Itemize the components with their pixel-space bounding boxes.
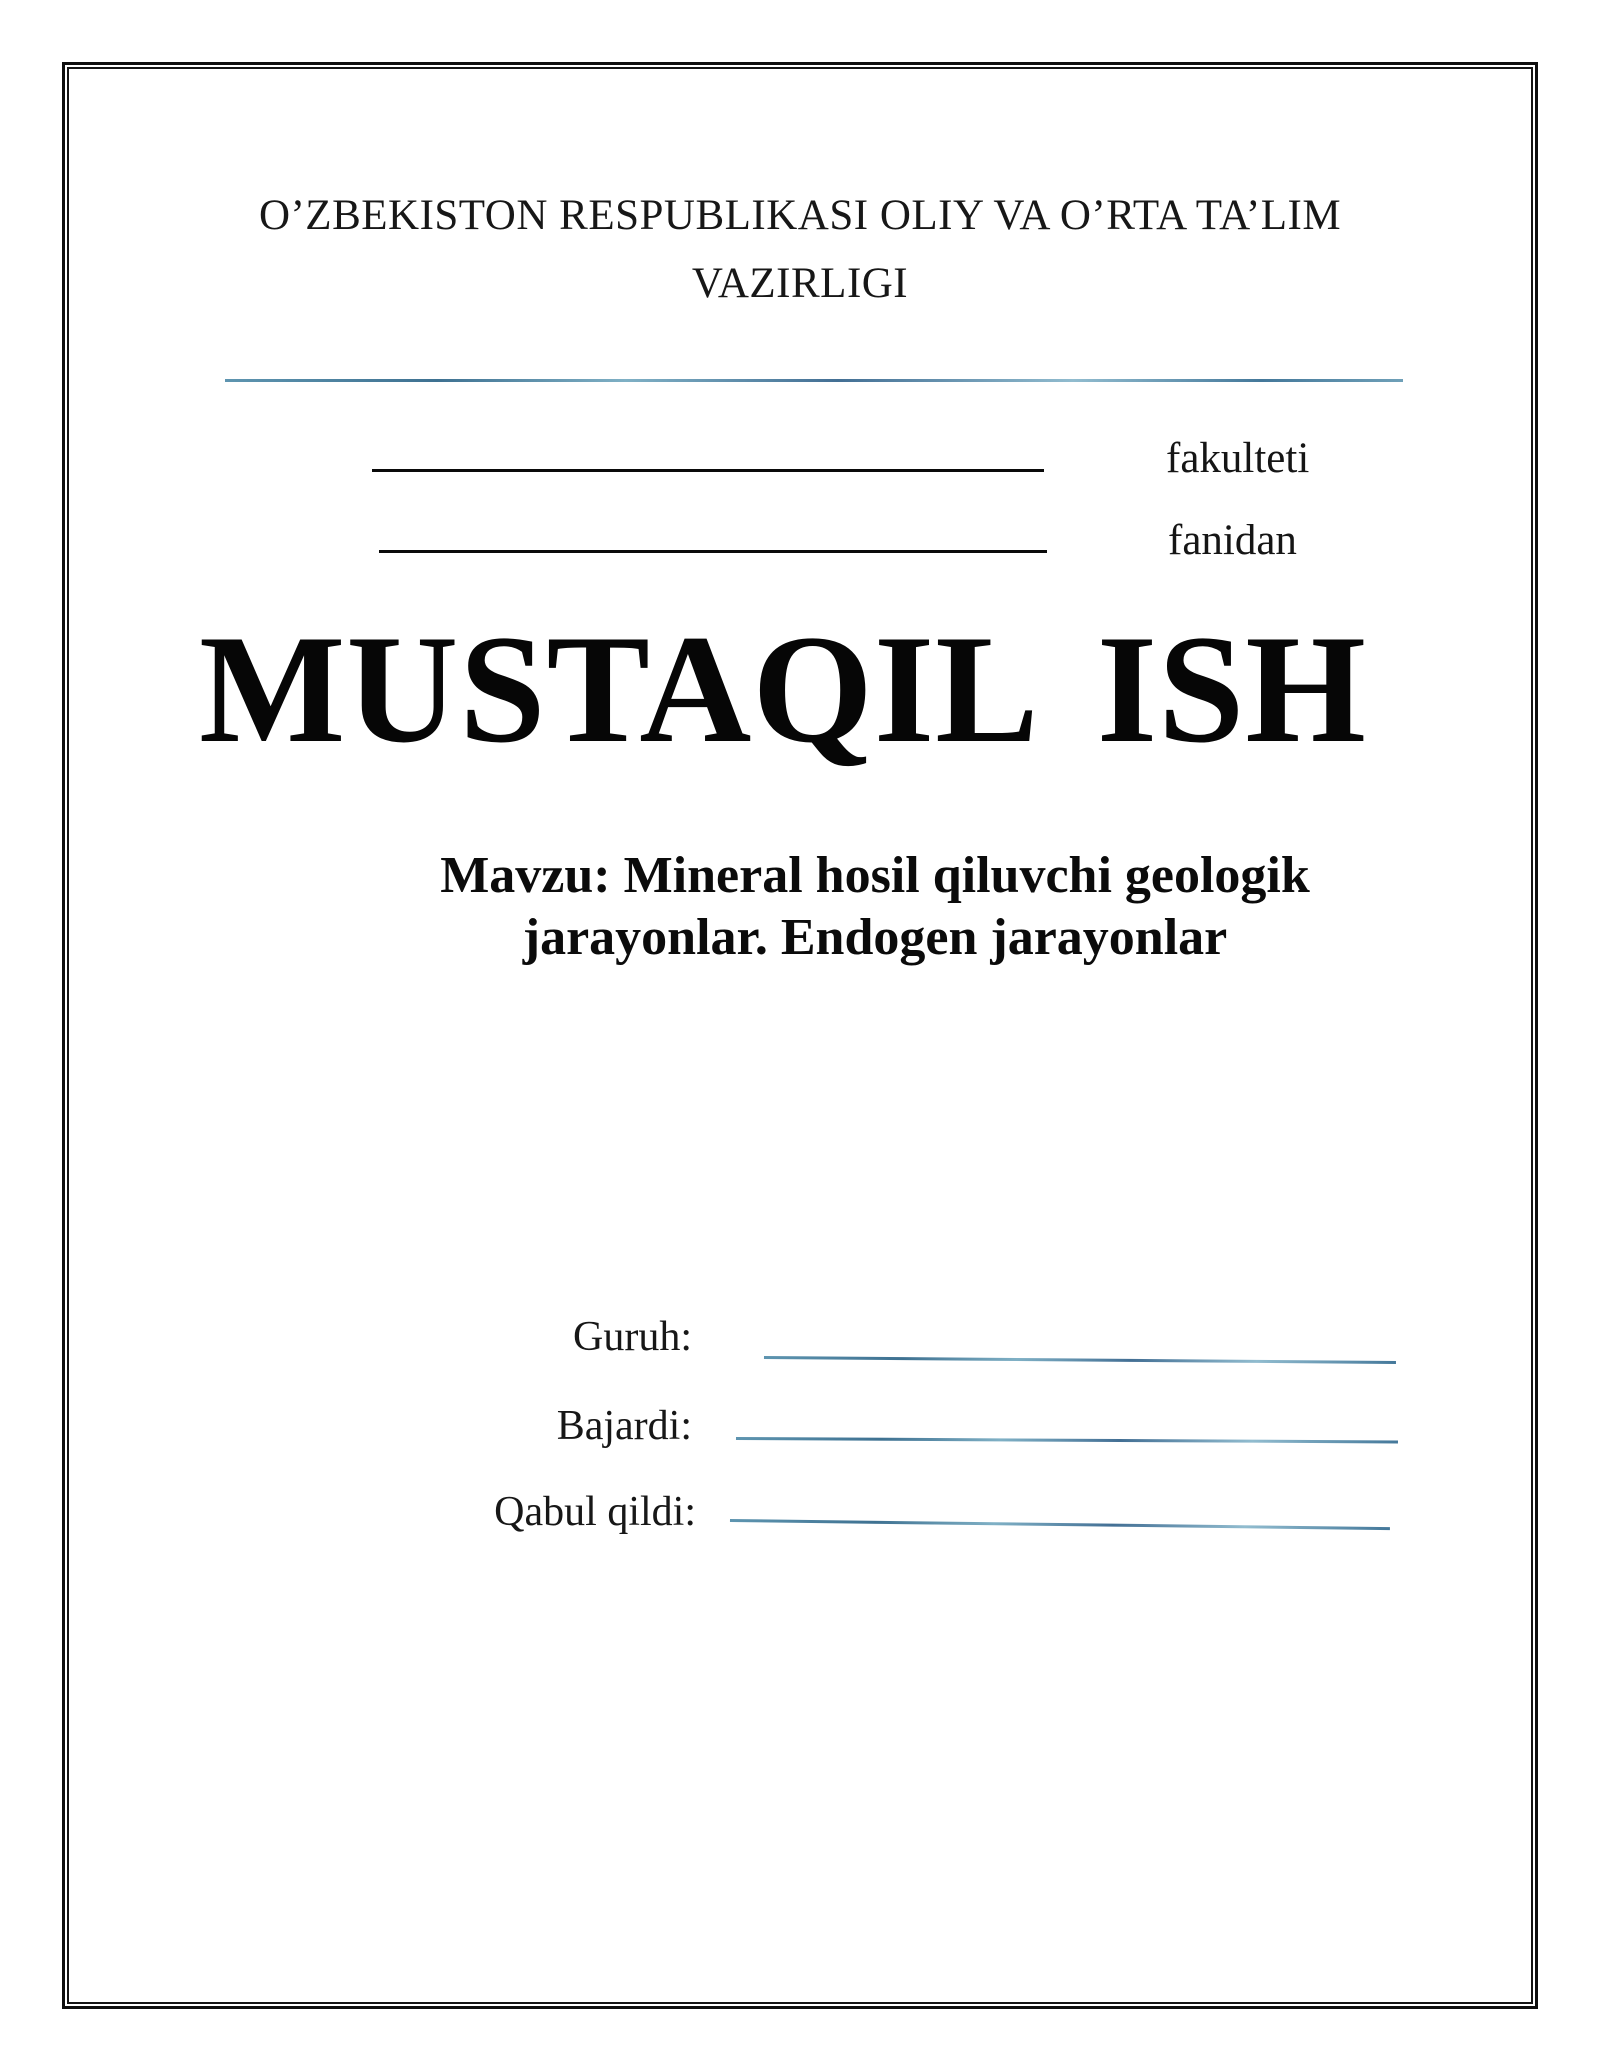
guruh-label: Guruh: [573, 1314, 692, 1360]
decorative-blue-rule [225, 379, 1403, 382]
fanidan-label: fanidan [1168, 517, 1297, 564]
subject-blank-line [379, 550, 1047, 553]
ministry-header-title: O’ZBEKISTON RESPUBLIKASI OLIY VA O’RTA TA’LIM VAZIRLIGI [258, 192, 1342, 307]
page-border-inner-line [67, 67, 1533, 2004]
qabul-qildi-label: Qabul qildi: [494, 1489, 696, 1535]
page-border [62, 62, 1538, 2009]
fakulteti-label: fakulteti [1166, 435, 1310, 482]
bajardi-label: Bajardi: [556, 1403, 692, 1449]
faculty-blank-line [372, 469, 1044, 472]
main-title: MUSTAQIL ISH [199, 603, 1367, 775]
topic-title: Mavzu: Mineral hosil qiluvchi geologik jarayonlar. Endogen jarayonlar [440, 847, 1310, 966]
